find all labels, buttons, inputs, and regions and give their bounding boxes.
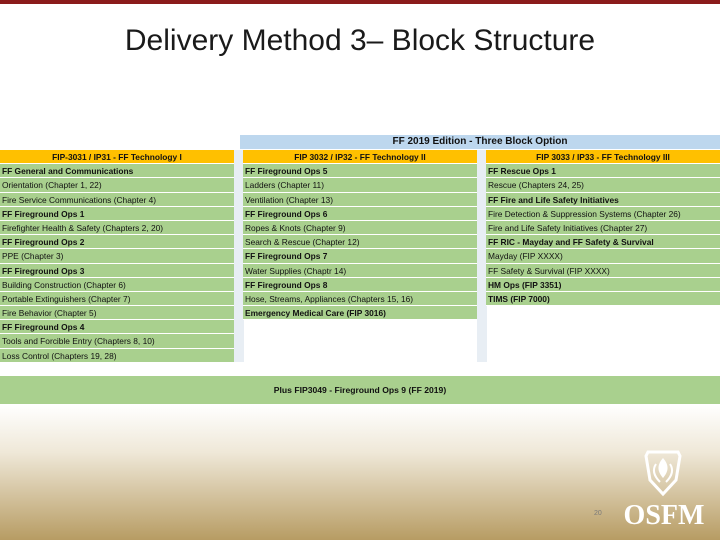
table-header: FF 2019 Edition - Three Block Option (240, 135, 720, 149)
table-row: FF Safety & Survival (FIP XXXX) (486, 264, 720, 278)
table-row: PPE (Chapter 3) (0, 249, 234, 263)
slide-title: Delivery Method 3– Block Structure (124, 24, 596, 57)
table-row: Ventilation (Chapter 13) (243, 193, 477, 207)
column-ff-technology-2 (243, 150, 477, 320)
table-row: FF Fireground Ops 8 (243, 278, 477, 292)
table-row: Fire and Life Safety Initiatives (Chapter 27) (486, 221, 720, 235)
footer-gradient (0, 405, 720, 540)
table-row: FF Fireground Ops 3 (0, 264, 234, 278)
column-ff-technology-1 (0, 150, 234, 363)
page-number: 20 (594, 510, 602, 517)
table-row: FF General and Communications (0, 164, 234, 178)
table-row: Water Supplies (Chaptr 14) (243, 264, 477, 278)
column-heading: FIP 3032 / IP32 - FF Technology II (243, 150, 477, 164)
table-row: Hose, Streams, Appliances (Chapters 15, 16) (243, 292, 477, 306)
table-row: Orientation (Chapter 1, 22) (0, 178, 234, 192)
table-row: FF Fireground Ops 5 (243, 164, 477, 178)
table-row: Mayday (FIP XXXX) (486, 249, 720, 263)
table-row: TIMS (FIP 7000) (486, 292, 720, 306)
top-accent-bar (0, 0, 720, 4)
block-structure-table (0, 135, 720, 405)
table-row: Fire Detection & Suppression Systems (Chapter 26) (486, 207, 720, 221)
column-ff-technology-3 (486, 150, 720, 306)
table-row: Rescue (Chapters 24, 25) (486, 178, 720, 192)
table-row: FF Fireground Ops 1 (0, 207, 234, 221)
table-row: Ladders (Chapter 11) (243, 178, 477, 192)
table-row: FF Fireground Ops 4 (0, 320, 234, 334)
plus-fireground-ops-row: Plus FIP3049 - Fireground Ops 9 (FF 2019) (0, 376, 720, 404)
table-row: Fire Service Communications (Chapter 4) (0, 193, 234, 207)
table-row: Portable Extinguishers (Chapter 7) (0, 292, 234, 306)
column-heading: FIP-3031 / IP31 - FF Technology I (0, 150, 234, 164)
table-row: FF Fire and Life Safety Initiatives (486, 193, 720, 207)
osfm-logo-text: OSFM (623, 500, 705, 531)
table-row: HM Ops (FIP 3351) (486, 278, 720, 292)
table-row: Emergency Medical Care (FIP 3016) (243, 306, 477, 320)
table-row: Loss Control (Chapters 19, 28) (0, 349, 234, 363)
table-row: Search & Rescue (Chapter 12) (243, 235, 477, 249)
table-row: Tools and Forcible Entry (Chapters 8, 10) (0, 334, 234, 348)
table-row: Fire Behavior (Chapter 5) (0, 306, 234, 320)
table-row: FF Fireground Ops 7 (243, 249, 477, 263)
table-row: FF Rescue Ops 1 (486, 164, 720, 178)
table-row: FF Fireground Ops 2 (0, 235, 234, 249)
column-heading: FIP 3033 / IP33 - FF Technology III (486, 150, 720, 164)
table-row: Firefighter Health & Safety (Chapters 2, 20) (0, 221, 234, 235)
table-row: FF RIC - Mayday and FF Safety & Survival (486, 235, 720, 249)
table-row: Ropes & Knots (Chapter 9) (243, 221, 477, 235)
table-row: FF Fireground Ops 6 (243, 207, 477, 221)
table-row: Building Construction (Chapter 6) (0, 278, 234, 292)
